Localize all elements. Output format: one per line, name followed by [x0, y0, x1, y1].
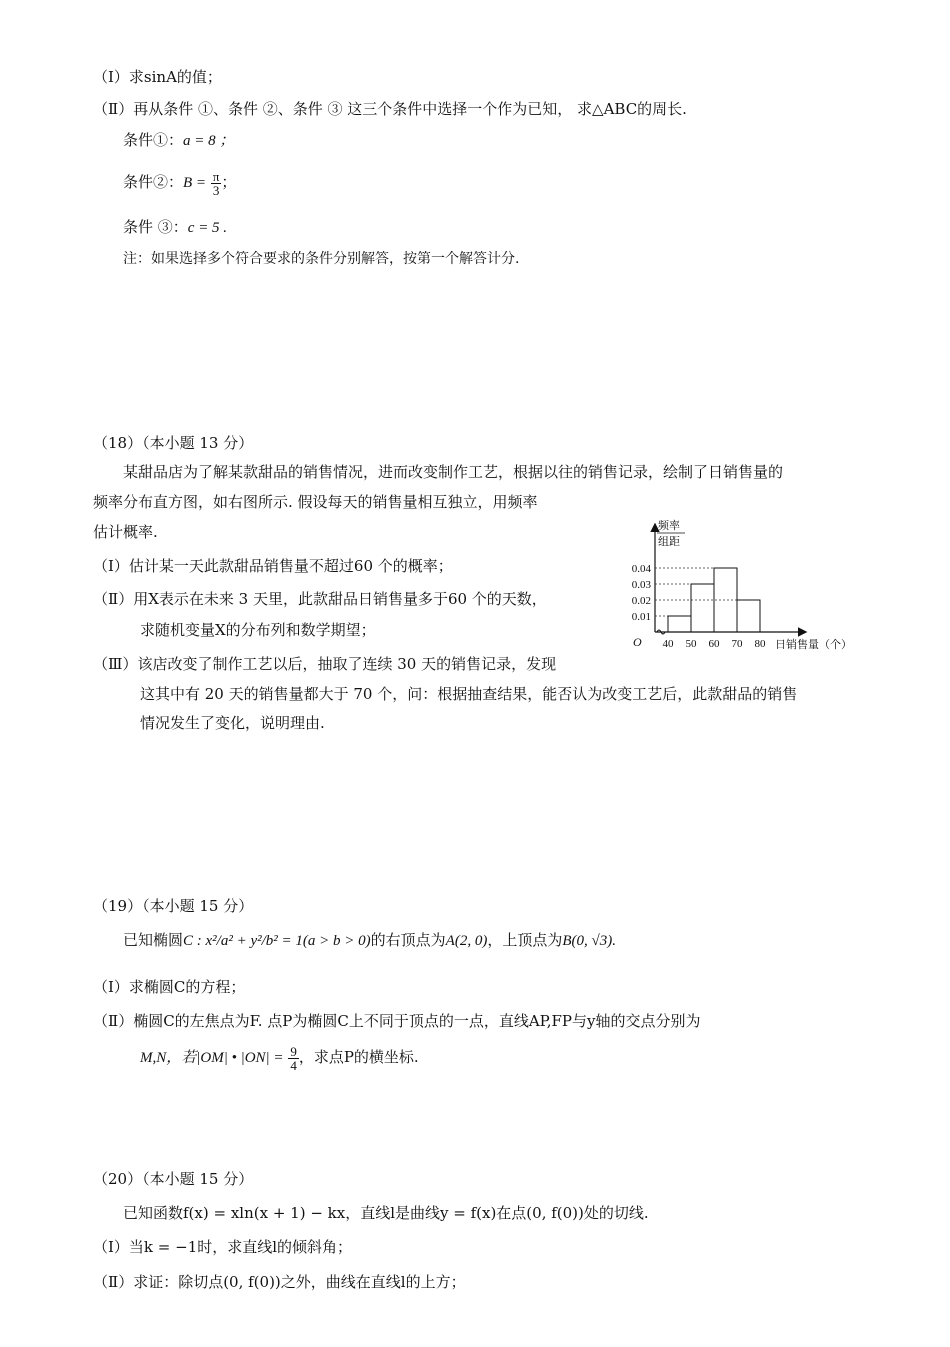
fraction-denominator: 4 [290, 1057, 297, 1073]
q20-part1: （Ⅰ）当k = −1时，求直线l的倾斜角； [93, 1238, 353, 1256]
pi-over-3-fraction [211, 170, 222, 197]
q17-part2: （Ⅱ）再从条件 ①、条件 ②、条件 ③ 这三个条件中选择一个作为已知， 求△ABC的周长. [93, 100, 687, 118]
frequency-histogram [610, 515, 860, 655]
fraction-numerator: π [212, 168, 220, 184]
condition-1-label: 条件①： [123, 131, 184, 149]
y-axis-label-top: 频率 [658, 519, 680, 532]
q18-part3-line2: 这其中有 20 天的销售量都大于 70 个，问：根据抽查结果，能否认为改变工艺后，此款甜品的销售 [140, 685, 798, 703]
part2b-tail: ，求点P的横坐标. [298, 1048, 419, 1066]
q19-header: （19）（本小题 15 分） [93, 897, 254, 915]
x-tick-40: 40 [662, 638, 674, 650]
q17-condition-2 [123, 165, 236, 200]
q20-part2: （Ⅱ）求证：除切点(0, f(0))之外，曲线在直线l的上方； [93, 1273, 466, 1291]
condition-3-label: 条件 ③： [123, 218, 188, 236]
y-tick-0.01: 0.01 [631, 611, 651, 623]
condition-2-tail: ； [221, 173, 237, 191]
fraction-numerator: 9 [290, 1043, 297, 1059]
q19-given [123, 930, 616, 951]
given-mid: 的右顶点为 [370, 931, 446, 949]
x-tick-80: 80 [754, 638, 766, 650]
q18-intro-line1: 某甜品店为了解某款甜品的销售情况，进而改变制作工艺，根据以往的销售记录，绘制了日销售量的 [123, 463, 784, 481]
x-tick-50: 50 [685, 638, 697, 650]
q20-given: 已知函数f(x) = xln(x + 1) − kx，直线l是曲线y = f(x)在点(0, f(0))处的切线. [123, 1204, 649, 1222]
fraction-denominator: 3 [212, 182, 220, 198]
q19-part2-line1: （Ⅱ）椭圆C的左焦点为F. 点P为椭圆C上不同于顶点的一点，直线AP,FP与y轴的交点分别为 [93, 1012, 701, 1030]
ellipse-equation: C : x²/a² + y²/b² = 1(a > b > 0) [183, 933, 371, 949]
bar-50-60 [691, 584, 714, 632]
condition-3-math: c = 5 . [187, 220, 228, 236]
q18-part3-line1: （Ⅲ）该店改变了制作工艺以后，抽取了连续 30 天的销售记录，发现 [93, 655, 557, 673]
q18-intro-line2: 频率分布直方图，如右图所示. 假设每天的销售量相互独立，用频率 [93, 493, 538, 511]
nine-over-four-fraction [288, 1045, 299, 1072]
x-tick-70: 70 [731, 638, 743, 650]
q17-condition-1 [123, 130, 234, 151]
vertex-b: B(0, √3). [562, 933, 616, 949]
q18-part1: （Ⅰ）估计某一天此款甜品销售量不超过60 个的概率； [93, 557, 453, 575]
y-tick-0.03: 0.03 [631, 579, 651, 591]
q19-part2-line2 [140, 1040, 419, 1075]
q18-header: （18）（本小题 13 分） [93, 434, 254, 452]
condition-2-label: 条件②： [123, 173, 184, 191]
q18-intro-line3: 估计概率. [93, 523, 158, 541]
q18-part2-line1: （Ⅱ）用X表示在未来 3 天里，此款甜品日销售量多于60 个的天数， [93, 590, 547, 608]
q20-header: （20）（本小题 15 分） [93, 1170, 254, 1188]
condition-2-lhs: B = [183, 175, 207, 191]
bar-60-70 [714, 568, 737, 632]
bar-70-80 [737, 600, 760, 632]
y-tick-0.02: 0.02 [631, 595, 651, 607]
origin-label: O [633, 635, 642, 649]
part2b-prefix: M,N，若 [140, 1050, 197, 1066]
q18-part2-line2: 求随机变量X的分布列和数学期望； [140, 621, 376, 639]
histogram-bars [668, 568, 760, 632]
histogram-dashed-guides [655, 568, 737, 616]
vertex-a: A(2, 0) [445, 933, 488, 949]
x-tick-60: 60 [708, 638, 720, 650]
given-prefix: 已知椭圆 [123, 931, 184, 949]
x-axis-label: 日销售量（个） [775, 638, 852, 651]
bar-40-50 [668, 616, 691, 632]
y-axis-label-bottom: 组距 [658, 535, 680, 548]
given-mid2: ，上顶点为 [487, 931, 563, 949]
q17-condition-3 [123, 217, 227, 238]
q17-note: 注：如果选择多个符合要求的条件分别解答，按第一个解答计分. [123, 251, 520, 267]
q18-part3-line3: 情况发生了变化，说明理由. [140, 714, 325, 732]
condition-1-math: a = 8 ； [183, 133, 235, 149]
y-tick-0.04: 0.04 [631, 563, 651, 575]
q17-part1: （Ⅰ）求sinA的值； [93, 68, 222, 86]
abs-product: |OM| • |ON| = [196, 1050, 284, 1066]
q19-part1: （Ⅰ）求椭圆C的方程； [93, 978, 246, 996]
histogram-labels [632, 518, 852, 651]
